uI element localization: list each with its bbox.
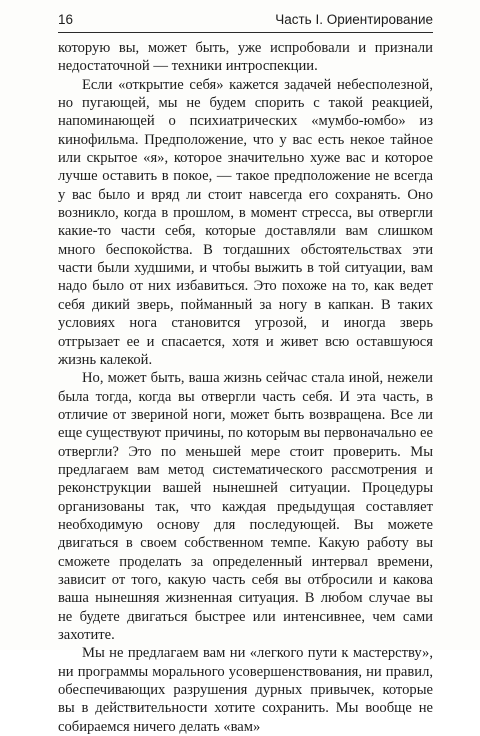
- page-header: [58, 10, 433, 33]
- paragraph: Но, может быть, ваша жизнь сейчас стала иной, нежели была тогда, когда вы отвергли часть себя. И эта часть, в отличие от звериной ноги, может быть возвращена. Все ли еще существуют причины, по которым вы первоначально ее отвергли? Это по меньшей мере стоит проверить. Мы предлагаем вам метод систематического рассмотрения и реконструкции вашей нынешней ситуации. Процедуры организованы так, что каждая предыдущая составляет необходимую основу для последующей. Вы можете двигаться в своем собственном темпе. Какую работу вы сможете проделать за определенный интервал времени, зависит от того, какую часть себя вы отбросили и какова ваша нынешняя жизненная ситуация. В любом случае вы не будете двигаться быстрее или интенсивнее, чем сами захотите.: [58, 370, 433, 643]
- paragraph-continued: которую вы, может быть, уже испробовали и признали недостаточной — техники интроспекции.: [58, 40, 433, 75]
- page-number: 16: [58, 12, 74, 27]
- running-head: Часть I. Ориентирование: [275, 12, 433, 27]
- paragraph: Мы не предлагаем вам ни «легкого пути к мастерству», ни программы морального усовершенствования, ни правил, обеспечивающих разрушения дурных привычек, которые вы в действительности хотите сохранить. Мы вообще не собираемся ничего делать «вам»: [58, 645, 433, 735]
- body-text: [58, 39, 433, 736]
- paragraph: Если «открытие себя» кажется задачей небесполезной, но пугающей, мы не будем спорить с такой реакцией, напоминающей о психиатрических «мумбо-юмбо» из кинофильма. Предположение, что у вас есть некое тайное или скрытое «я», которое значительно хуже вас и которое лучше оставить в покое, — такое предположение не всегда у вас было и вряд ли стоит навсегда его сохранять. Оно возникло, когда в прошлом, в момент стресса, вы отвергли какие-то части себя, которые доставляли вам слишком много беспокойства. В тогдашних обстоятельствах эти части были худшими, и чтобы выжить в той ситуации, вам надо было от них избавиться. Это похоже на то, как ведет себя дикий зверь, пойманный за ногу в капкан. В таких условиях нога становится угрозой, и иногда зверь отгрызает ее и спасается, хотя и живет всю оставшуюся жизнь калекой.: [58, 76, 433, 368]
